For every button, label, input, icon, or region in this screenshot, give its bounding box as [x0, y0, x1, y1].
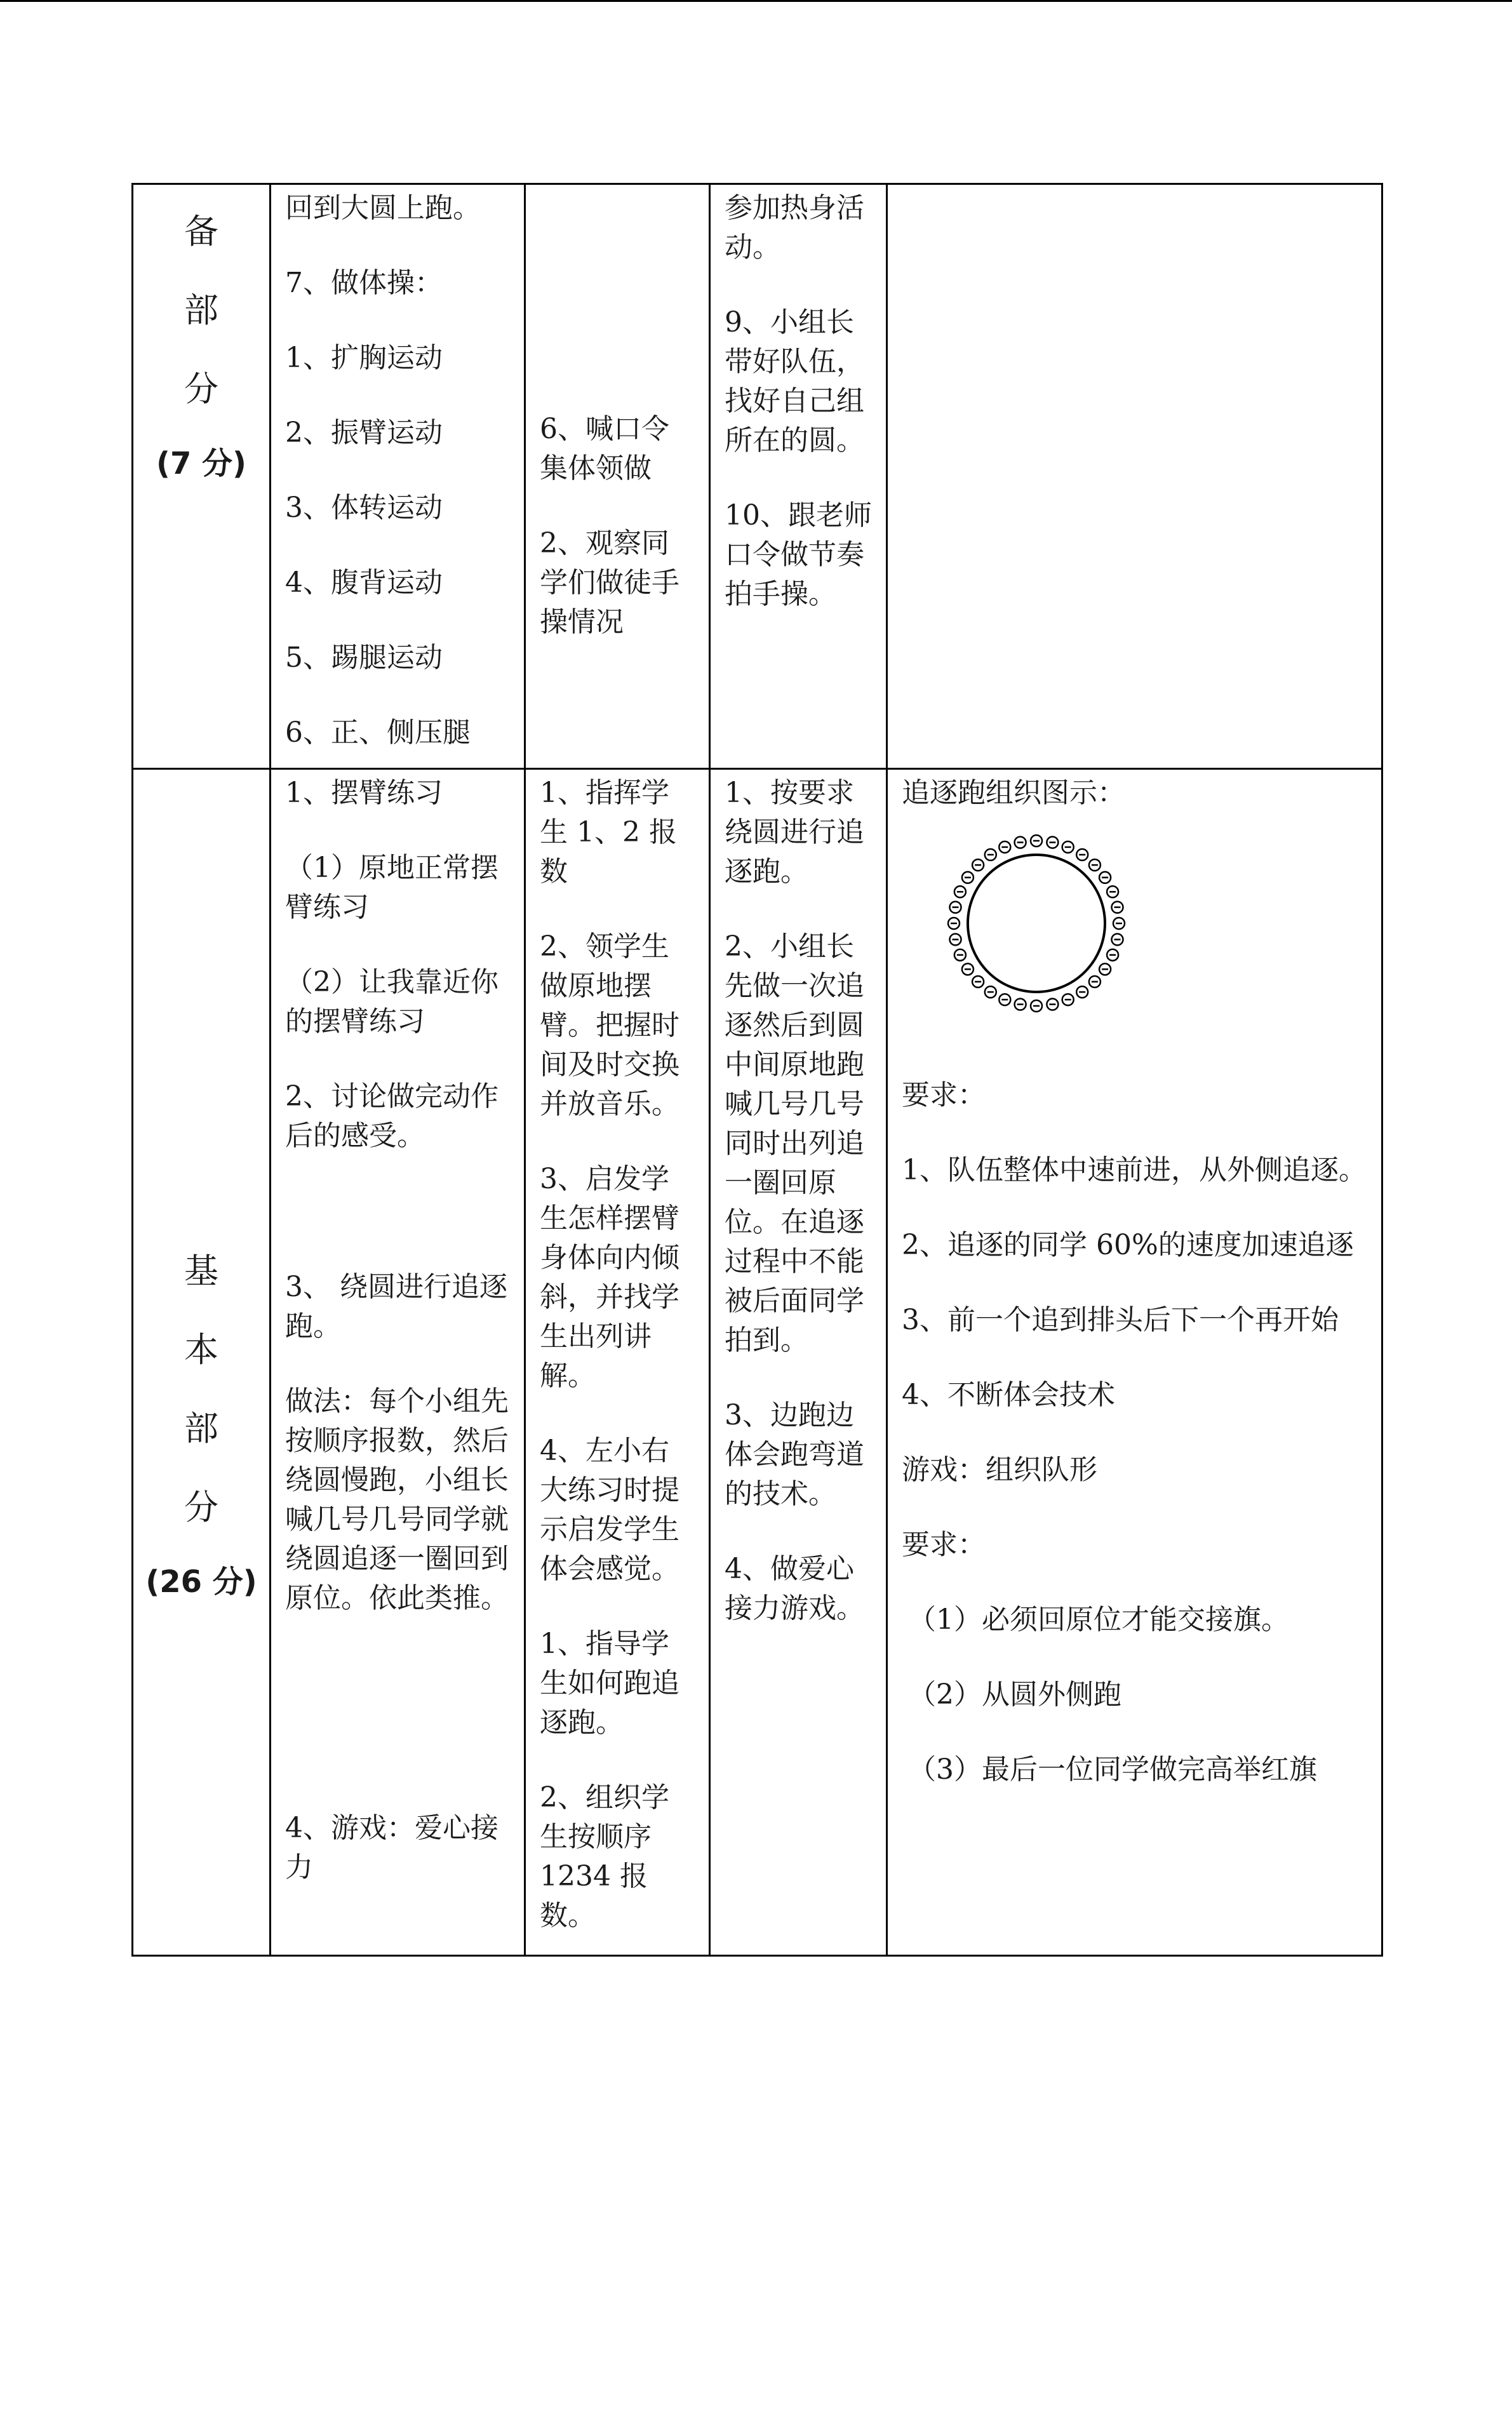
student-marker	[950, 902, 961, 913]
main-content-item: 4、游戏：爱心接力	[285, 1812, 498, 1884]
requirement-line: 要求：	[902, 1079, 986, 1111]
requirement-line: 3、前一个追到排头后下一个再开始	[902, 1304, 1339, 1336]
prep-label-char: 备	[184, 211, 218, 251]
student-marker	[1062, 841, 1074, 853]
student-marker	[1107, 949, 1118, 961]
student-marker	[1076, 986, 1088, 998]
prep-student-line: 9、小组长带好队伍，找好自己组所在的圆。	[725, 306, 864, 457]
prep-content-line: 回到大圆上跑。	[285, 192, 481, 224]
main-section-label-cell	[133, 769, 271, 1956]
main-student-line: 4、做爱心接力游戏。	[725, 1553, 864, 1624]
prep-teacher-line: 2、观察同学们做徒手操情况	[540, 527, 679, 638]
prep-content-line: 7、做体操：	[285, 267, 443, 299]
main-label-char: 本	[184, 1330, 218, 1370]
student-marker	[1031, 835, 1042, 847]
main-teacher-line: 1、指挥学生 1、2 报数	[540, 777, 677, 888]
main-content-cell	[271, 769, 525, 1956]
main-content-subitem: （2）让我靠近你的摆臂练习	[285, 966, 498, 1038]
student-marker	[1107, 886, 1118, 897]
prep-label-char: 部	[184, 290, 218, 330]
prep-section-label	[133, 185, 269, 775]
requirement-line: 2、追逐的同学 60%的速度加速追逐	[902, 1229, 1354, 1261]
main-label-char: 分	[184, 1487, 218, 1527]
student-marker	[954, 949, 966, 961]
main-teacher-line: 1、指导学生如何跑追逐跑。	[540, 1628, 679, 1739]
student-marker	[1112, 902, 1123, 913]
main-teacher-line: 2、领学生做原地摆臂。把握时间及时交换并放音乐。	[540, 930, 679, 1120]
main-section-label	[133, 770, 269, 2417]
student-marker	[985, 986, 996, 998]
student-marker	[999, 994, 1010, 1005]
diagram-title: 追逐跑组织图示：	[902, 777, 1125, 809]
student-marker	[1076, 849, 1088, 860]
student-marker	[1113, 918, 1125, 929]
student-markers	[948, 835, 1125, 1012]
student-marker	[954, 886, 966, 897]
prep-content-line: 3、体转运动	[285, 492, 443, 524]
main-student-cell	[710, 769, 887, 1956]
prep-student-cell	[710, 184, 887, 769]
prep-notes-cell	[887, 184, 1382, 769]
main-label-char: 部	[184, 1409, 218, 1449]
prep-student-line: 参加热身活动。	[725, 192, 864, 264]
main-teacher-line: 2、组织学生按顺序 1234 报数。	[540, 1781, 669, 1932]
student-marker	[1099, 963, 1111, 975]
student-marker	[950, 934, 961, 945]
main-student-line: 1、按要求绕圆进行追逐跑。	[725, 777, 864, 888]
student-marker	[985, 849, 996, 860]
chase-run-circle-diagram	[935, 822, 1138, 1025]
student-marker	[1089, 976, 1101, 988]
main-label-char: 基	[184, 1251, 218, 1291]
student-marker	[1062, 994, 1074, 1005]
prep-teacher-cell	[525, 184, 710, 769]
requirement-line: 1、队伍整体中速前进，从外侧追逐。	[902, 1154, 1367, 1186]
main-notes-cell	[887, 769, 1382, 1956]
main-student-line: 3、边跑边体会跑弯道的技术。	[725, 1399, 864, 1510]
prep-content-line: 4、腹背运动	[285, 566, 443, 599]
main-content-item: 2、讨论做完动作后的感受。	[285, 1080, 498, 1152]
student-marker	[1047, 999, 1058, 1010]
requirement-line: （2）从圆外侧跑	[908, 1678, 1121, 1711]
student-marker	[1031, 1000, 1042, 1012]
student-marker	[962, 872, 973, 883]
prep-content-line: 1、扩胸运动	[285, 342, 443, 374]
prep-section-label-cell	[133, 184, 271, 769]
requirement-line: （1）必须回原位才能交接旗。	[908, 1604, 1289, 1636]
student-marker	[1015, 999, 1026, 1010]
prep-label-char: 分	[184, 369, 218, 409]
chase-run-diagram	[902, 822, 1367, 1025]
prep-section-row	[133, 184, 1382, 769]
main-teacher-line: 4、左小右大练习时提示启发学生体会感觉。	[540, 1435, 679, 1585]
main-content-item: 1、摆臂练习	[285, 777, 443, 809]
page-top-rule	[0, 0, 1512, 2]
student-marker	[972, 859, 984, 871]
requirement-line: 要求：	[902, 1529, 986, 1561]
track-circle	[968, 855, 1105, 992]
main-teacher-line: 3、启发学生怎样摆臂身体向内倾斜，并找学生出列讲解。	[540, 1163, 679, 1392]
prep-score: (7 分)	[156, 446, 246, 481]
main-content-subitem: （1）原地正常摆臂练习	[285, 852, 498, 923]
prep-student-line: 10、跟老师口令做节奏拍手操。	[725, 499, 872, 610]
requirement-line: 4、不断体会技术	[902, 1379, 1115, 1411]
main-content-item: 3、 绕圆进行追逐跑。	[285, 1271, 507, 1342]
requirement-line: （3）最后一位同学做完高举红旗	[908, 1753, 1317, 1786]
student-marker	[1047, 837, 1058, 848]
main-student-line: 2、小组长先做一次追逐然后到圆中间原地跑喊几号几号同时出列追一圈回原位。在追逐过程中不能被后面同学拍到。	[725, 930, 864, 1356]
student-marker	[1089, 859, 1101, 871]
student-marker	[1112, 934, 1123, 945]
lesson-plan-table	[131, 183, 1383, 1957]
prep-content-line: 5、踢腿运动	[285, 641, 443, 674]
student-marker	[948, 918, 960, 929]
student-marker	[1015, 837, 1026, 848]
main-section-row	[133, 769, 1382, 1956]
student-marker	[1099, 872, 1111, 883]
student-marker	[999, 841, 1010, 853]
student-marker	[962, 963, 973, 975]
game-line: 游戏：组织队形	[902, 1454, 1097, 1486]
prep-content-line: 2、振臂运动	[285, 417, 443, 449]
main-score: (26 分)	[145, 1564, 257, 1600]
prep-teacher-line: 6、喊口令集体领做	[540, 413, 669, 485]
main-teacher-cell	[525, 769, 710, 1956]
prep-content-cell	[271, 184, 525, 769]
student-marker	[972, 976, 984, 988]
main-content-method: 做法：每个小组先按顺序报数，然后绕圆慢跑，小组长喊几号几号同学就绕圆追逐一圈回到原位。依此类推。	[285, 1385, 509, 1614]
prep-content-line: 6、正、侧压腿	[285, 716, 471, 749]
